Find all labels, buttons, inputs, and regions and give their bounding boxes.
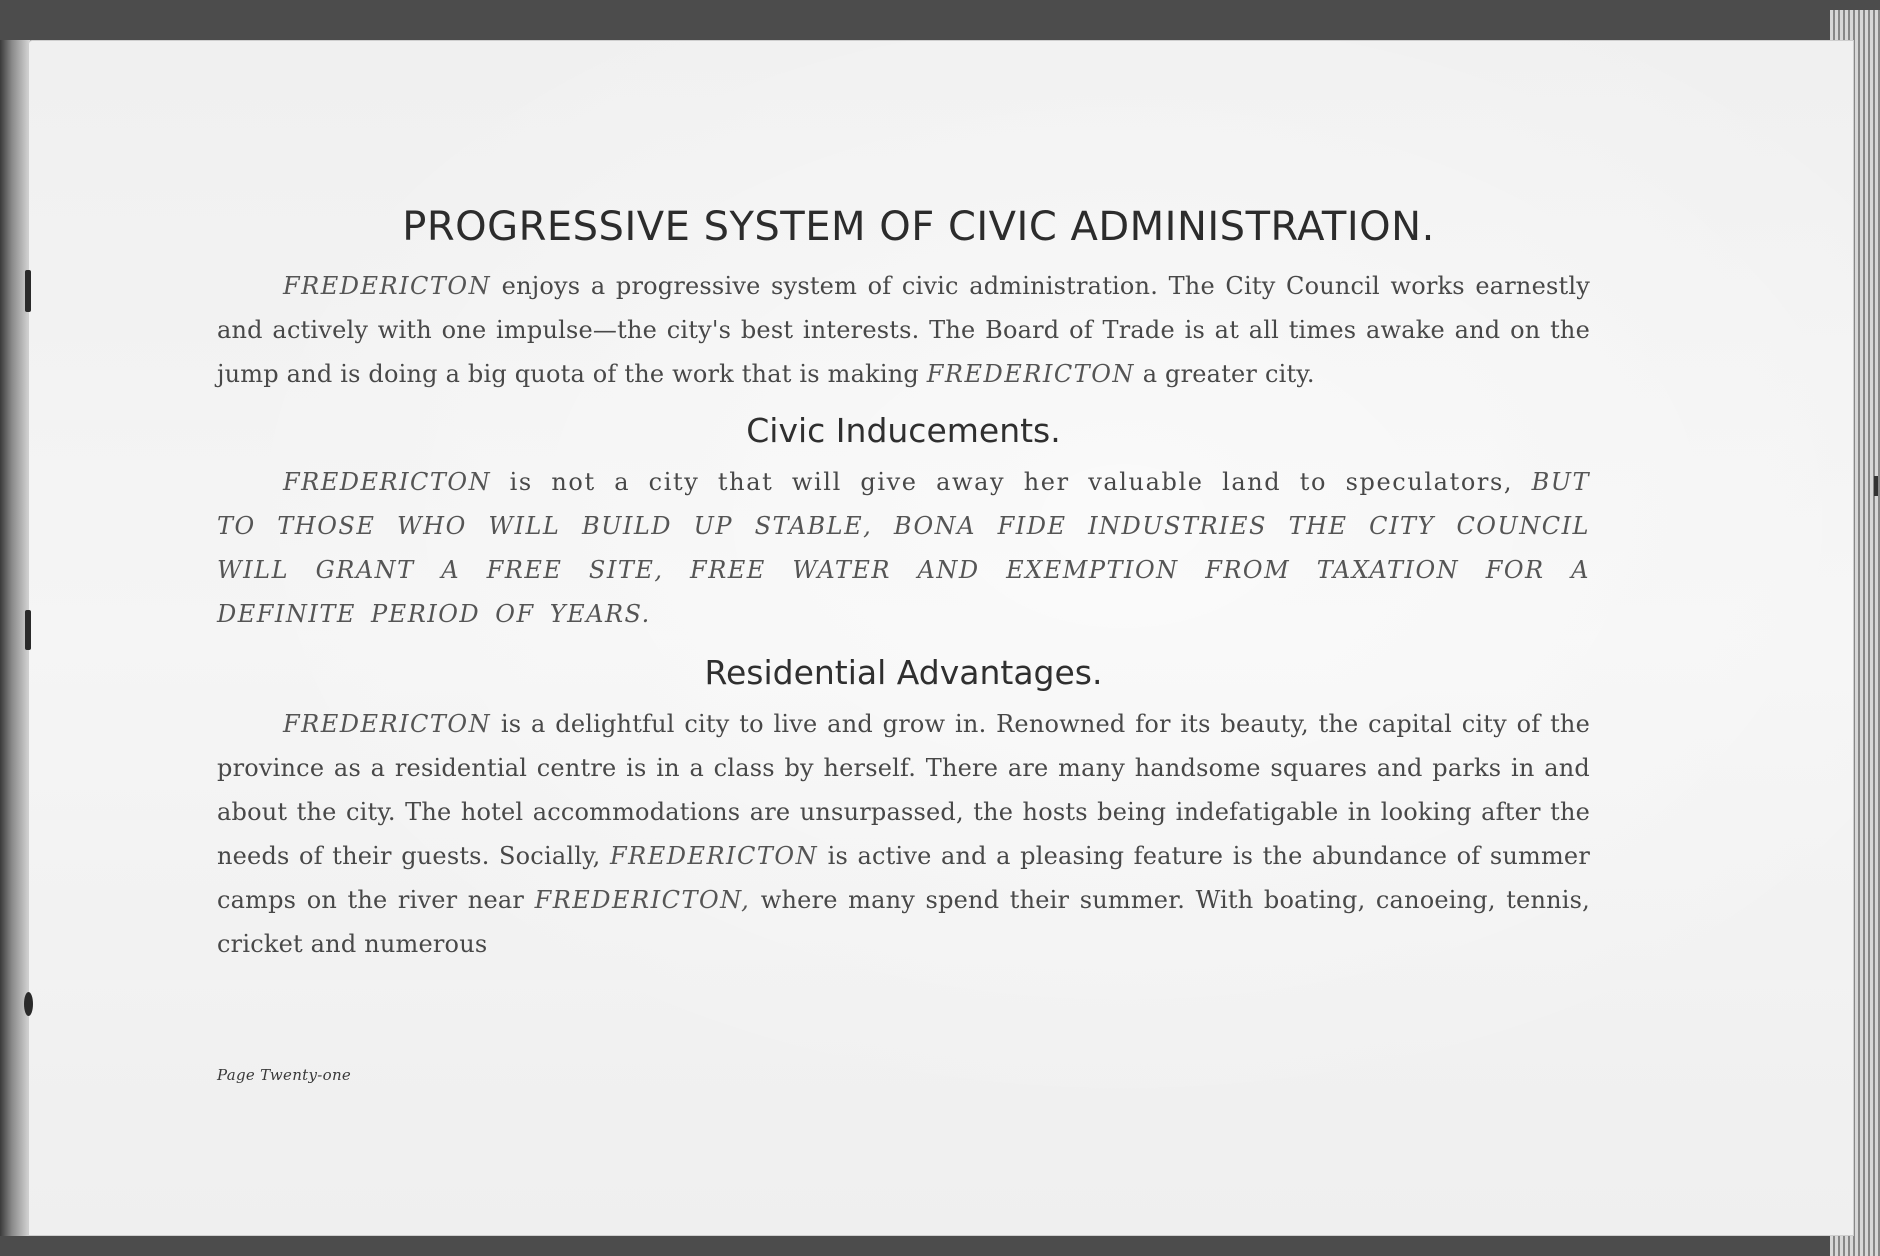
- italic-text-run: FREDERICTON: [283, 272, 492, 300]
- heading-residential-advantages: Residential Advantages.: [704, 653, 1103, 692]
- paragraph-civic-inducements: [217, 460, 1590, 636]
- italic-text-run: FREDERICTON: [926, 360, 1135, 388]
- text-run: is a delightful city to live and grow in. Renowned for its beauty, the capital city of the province as a residential centre is in a class by herself. There are many handsome squares and parks in and about the city. The hotel accommodations are unsurpassed, the hosts being indefatigable in looking after the needs of their guests. Socially,: [217, 710, 1590, 870]
- text-run: a greater city.: [1134, 360, 1315, 388]
- page-title: PROGRESSIVE SYSTEM OF CIVIC ADMINISTRATION.: [402, 204, 1435, 250]
- paragraph-civic-administration: [217, 264, 1590, 396]
- text-run: where many spend their summer. With boating, canoeing, tennis, cricket and numerous: [217, 886, 1590, 958]
- text-run: is active and a pleasing feature is the abundance of summer camps on the river near: [217, 842, 1590, 914]
- paragraph-residential-advantages: [217, 702, 1590, 966]
- page-number: Page Twenty-one: [217, 1066, 352, 1084]
- page-content: [217, 194, 1590, 966]
- text-run: is not a city that will give away her valuable land to speculators,: [491, 468, 1532, 496]
- italic-text-run: FREDERICTON: [283, 468, 492, 496]
- italic-text-run: FREDERICTON: [283, 710, 492, 738]
- text-run: enjoys a progressive system of civic administration. The City Council works earnestly and actively with one impulse—the city's best interests. The Board of Trade is at all times awake and on the jump and is doing a big quota of the work that is making: [217, 272, 1590, 388]
- page-edge-notch: [1874, 476, 1878, 496]
- binding-mark: [24, 992, 33, 1016]
- italic-text-run: BUT TO THOSE WHO WILL BUILD UP STABLE, BONA FIDE INDUSTRIES THE CITY COUNCIL WILL GRANT A FREE SITE, FREE WATER AND EXEMPTION FROM TAXATION FOR A DEFINITE PERIOD OF YEARS.: [217, 468, 1590, 628]
- heading-civic-inducements: Civic Inducements.: [746, 411, 1061, 450]
- binding-mark: [25, 270, 31, 312]
- italic-text-run: FREDERICTON: [609, 842, 819, 870]
- binding-mark: [25, 610, 31, 650]
- italic-text-run: FREDERICTON,: [534, 886, 751, 914]
